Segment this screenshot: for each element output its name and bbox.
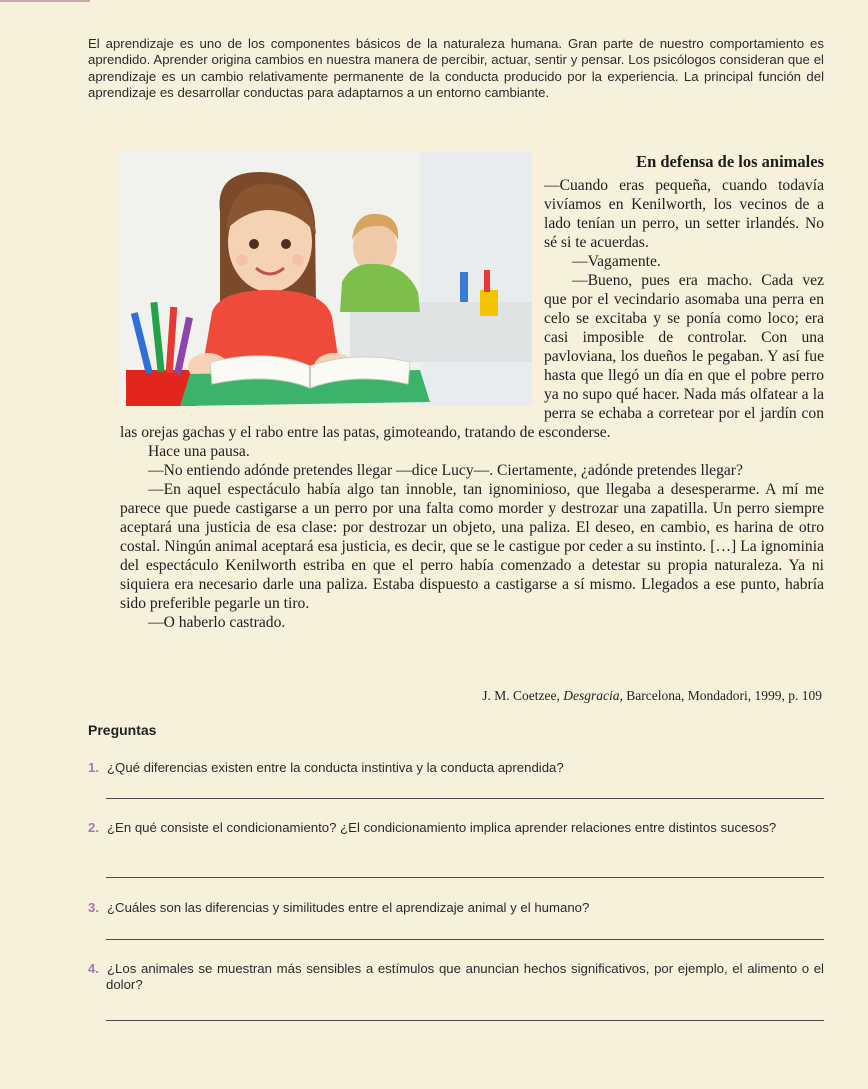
question-text: ¿Cuáles son las diferencias y similitudes entre el aprendizaje animal y el humano? [107, 900, 590, 915]
question-text: ¿Los animales se muestran más sensibles a estímulos que anuncian hechos significativos, por ejemplo, el alimento o el dolor? [106, 961, 824, 993]
reading-paragraph-1: —Cuando eras pequeña, cuando todavía vivíamos en Kenilworth, los vecinos de a lado tenían un perro, un setter irlandés. No sé si te acuerdas. [544, 177, 824, 251]
question-number: 1. [88, 760, 99, 775]
question-2 [88, 820, 824, 836]
reading-paragraph-2: —Vagamente. [572, 253, 661, 270]
question-number: 3. [88, 900, 99, 915]
answer-line-4[interactable] [106, 1020, 824, 1021]
reading-title: En defensa de los animales [636, 152, 824, 171]
citation-author: J. M. Coetzee, [482, 688, 564, 703]
citation-rest: , Barcelona, Mondadori, 1999, p. 109 [619, 688, 822, 703]
question-4 [88, 961, 824, 994]
question-1 [88, 760, 824, 776]
answer-line-1[interactable] [106, 798, 824, 799]
question-text: ¿Qué diferencias existen entre la conducta instintiva y la conducta aprendida? [107, 760, 564, 775]
citation [482, 688, 822, 704]
reading-excerpt [120, 152, 824, 632]
answer-line-3[interactable] [106, 939, 824, 940]
reading-paragraph-3: —Bueno, pues era macho. Cada vez que por el vecindario asomaba una perra en celo se excitaba y se ponía como loco; era casi imposible de controlar. Con una pavloviana, los dueños le pegaban. Y así fue hasta que llegó un día en que el pobre perro ya no supo qué hacer. Nada más olfatear a la perra se echaba a corretear por el jardín con las orejas gachas y el rabo entre las patas, gimoteando, tratando de esconderse. [120, 272, 824, 441]
reading-paragraph-5: —No entiendo adónde pretendes llegar —dice Lucy—. Ciertamente, ¿adónde pretendes llegar? [148, 462, 743, 479]
reading-paragraph-4: Hace una pausa. [148, 443, 250, 460]
citation-book: Desgracia [563, 688, 620, 703]
image-float-spacer [120, 152, 544, 414]
intro-paragraph: El aprendizaje es uno de los componentes básicos de la naturaleza humana. Gran parte de nuestro comportamiento es aprendido. Aprender origina cambios en nuestra manera de percibir, actuar, sentir y pensar. Los psicólogos consideran que el aprendizaje es un cambio relativamente permanente de la conducta producido por la experiencia. La principal función del aprendizaje es desarrollar conductas para adaptarnos a un entorno cambiante. [88, 36, 824, 100]
question-number: 2. [88, 820, 99, 835]
answer-line-2[interactable] [106, 877, 824, 878]
top-rule [0, 0, 90, 2]
reading-paragraph-7: —O haberlo castrado. [148, 614, 286, 631]
question-number: 4. [88, 961, 99, 976]
question-text: ¿En qué consiste el condicionamiento? ¿El condicionamiento implica aprender relaciones entre distintos sucesos? [107, 820, 777, 835]
questions-heading: Preguntas [88, 722, 157, 738]
question-3 [88, 900, 824, 916]
reading-paragraph-6: —En aquel espectáculo había algo tan innoble, tan ignominioso, que llegaba a desesperarme. A mí me parece que puede castigarse a un perro por una falta como morder y destrozar una zapatilla. Un perro siempre aceptará una justicia de esa clase: por destrozar un objeto, una paliza. El deseo, en cambio, es harina de otro costal. Ningún animal aceptará esa justicia, es decir, que se le castigue por ceder a su instinto. […] La ignominia del espectáculo Kenilworth estriba en que el perro había comenzado a detestar su propia naturaleza. Ya ni siquiera era necesario darle una paliza. Estaba dispuesto a castigarse a sí mismo. Llegados a ese punto, habría sido preferible pegarle un tiro. [120, 481, 824, 612]
